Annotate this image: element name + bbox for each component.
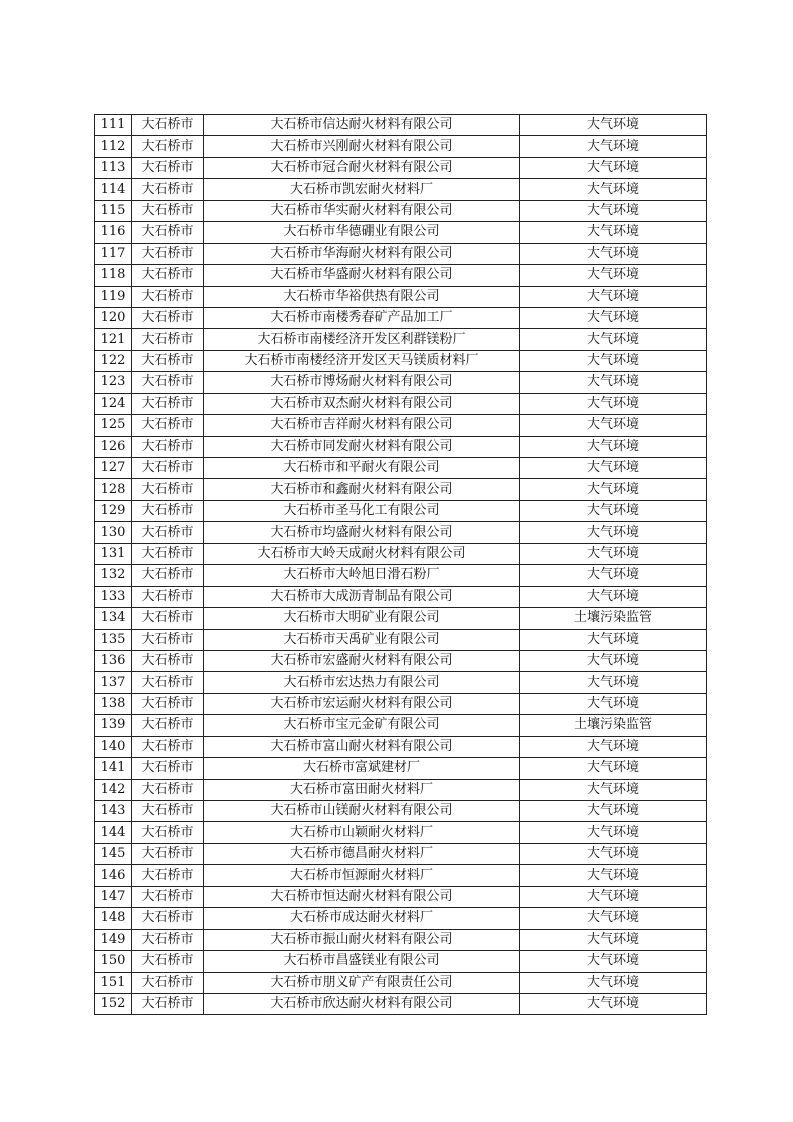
company-name-cell: 大石桥市圣马化工有限公司 [204,500,520,521]
row-number-cell: 124 [95,393,132,414]
city-cell: 大石桥市 [132,672,204,693]
table-row [95,458,707,479]
company-name-cell: 大石桥市华实耐火材料有限公司 [204,200,520,221]
table-row [95,822,707,843]
category-cell: 大气环境 [520,243,707,264]
table-row [95,758,707,779]
company-name-cell: 大石桥市宏运耐火材料有限公司 [204,693,520,714]
city-cell: 大石桥市 [132,886,204,907]
row-number-cell: 139 [95,715,132,736]
company-name-cell: 大石桥市华裕供热有限公司 [204,286,520,307]
table-row [95,415,707,436]
row-number-cell: 142 [95,779,132,800]
table-row [95,286,707,307]
category-cell: 大气环境 [520,286,707,307]
city-cell: 大石桥市 [132,608,204,629]
table-row [95,329,707,350]
table-row [95,157,707,178]
category-cell: 大气环境 [520,951,707,972]
row-number-cell: 149 [95,929,132,950]
company-name-cell: 大石桥市南楼经济开发区利群镁粉厂 [204,329,520,350]
table-row [95,586,707,607]
city-cell: 大石桥市 [132,479,204,500]
city-cell: 大石桥市 [132,157,204,178]
row-number-cell: 146 [95,865,132,886]
city-cell: 大石桥市 [132,543,204,564]
table-row [95,865,707,886]
table-row [95,650,707,671]
company-name-cell: 大石桥市富田耐火材料厂 [204,779,520,800]
category-cell: 大气环境 [520,693,707,714]
category-cell: 大气环境 [520,479,707,500]
table-row [95,307,707,328]
category-cell: 大气环境 [520,801,707,822]
city-cell: 大石桥市 [132,758,204,779]
category-cell: 大气环境 [520,779,707,800]
table-row [95,479,707,500]
row-number-cell: 136 [95,650,132,671]
city-cell: 大石桥市 [132,136,204,157]
company-name-cell: 大石桥市双杰耐火材料有限公司 [204,393,520,414]
company-name-cell: 大石桥市和鑫耐火材料有限公司 [204,479,520,500]
category-cell: 大气环境 [520,865,707,886]
table-row [95,843,707,864]
category-cell: 大气环境 [520,672,707,693]
table-row [95,886,707,907]
company-name-cell: 大石桥市大明矿业有限公司 [204,608,520,629]
table-row [95,801,707,822]
table-row [95,779,707,800]
row-number-cell: 145 [95,843,132,864]
company-name-cell: 大石桥市朋义矿产有限责任公司 [204,972,520,993]
company-name-cell: 大石桥市信达耐火材料有限公司 [204,115,520,136]
company-name-cell: 大石桥市富斌建材厂 [204,758,520,779]
row-number-cell: 125 [95,415,132,436]
company-name-cell: 大石桥市欣达耐火材料有限公司 [204,993,520,1014]
category-cell: 大气环境 [520,586,707,607]
category-cell: 大气环境 [520,157,707,178]
category-cell: 大气环境 [520,222,707,243]
category-cell: 大气环境 [520,908,707,929]
category-cell: 大气环境 [520,993,707,1014]
category-cell: 大气环境 [520,372,707,393]
city-cell: 大石桥市 [132,115,204,136]
city-cell: 大石桥市 [132,522,204,543]
city-cell: 大石桥市 [132,372,204,393]
company-name-cell: 大石桥市宝元金矿有限公司 [204,715,520,736]
city-cell: 大石桥市 [132,822,204,843]
city-cell: 大石桥市 [132,993,204,1014]
city-cell: 大石桥市 [132,586,204,607]
category-cell: 大气环境 [520,543,707,564]
city-cell: 大石桥市 [132,415,204,436]
city-cell: 大石桥市 [132,243,204,264]
company-name-cell: 大石桥市富山耐火材料有限公司 [204,736,520,757]
city-cell: 大石桥市 [132,801,204,822]
row-number-cell: 152 [95,993,132,1014]
city-cell: 大石桥市 [132,929,204,950]
city-cell: 大石桥市 [132,350,204,371]
category-cell: 大气环境 [520,436,707,457]
category-cell: 大气环境 [520,736,707,757]
city-cell: 大石桥市 [132,629,204,650]
row-number-cell: 112 [95,136,132,157]
category-cell: 大气环境 [520,522,707,543]
company-name-cell: 大石桥市同发耐火材料有限公司 [204,436,520,457]
city-cell: 大石桥市 [132,972,204,993]
row-number-cell: 121 [95,329,132,350]
company-name-cell: 大石桥市振山耐火材料有限公司 [204,929,520,950]
table-row [95,693,707,714]
category-cell: 大气环境 [520,886,707,907]
company-name-cell: 大石桥市宏盛耐火材料有限公司 [204,650,520,671]
row-number-cell: 114 [95,179,132,200]
category-cell: 大气环境 [520,500,707,521]
category-cell: 大气环境 [520,650,707,671]
category-cell: 大气环境 [520,350,707,371]
city-cell: 大石桥市 [132,307,204,328]
table-row [95,500,707,521]
table-row [95,179,707,200]
row-number-cell: 122 [95,350,132,371]
category-cell: 大气环境 [520,415,707,436]
table-row [95,972,707,993]
company-name-cell: 大石桥市华德硼业有限公司 [204,222,520,243]
category-cell: 大气环境 [520,629,707,650]
row-number-cell: 128 [95,479,132,500]
company-name-cell: 大石桥市德昌耐火材料厂 [204,843,520,864]
row-number-cell: 123 [95,372,132,393]
company-name-cell: 大石桥市凯宏耐火材料厂 [204,179,520,200]
city-cell: 大石桥市 [132,908,204,929]
table-row [95,265,707,286]
table-row [95,393,707,414]
city-cell: 大石桥市 [132,715,204,736]
city-cell: 大石桥市 [132,436,204,457]
row-number-cell: 150 [95,951,132,972]
company-name-cell: 大石桥市均盛耐火材料有限公司 [204,522,520,543]
table-body [95,115,707,1015]
company-name-cell: 大石桥市吉祥耐火材料有限公司 [204,415,520,436]
row-number-cell: 147 [95,886,132,907]
company-name-cell: 大石桥市成达耐火材料厂 [204,908,520,929]
table-row [95,243,707,264]
city-cell: 大石桥市 [132,693,204,714]
company-name-cell: 大石桥市大岭天成耐火材料有限公司 [204,543,520,564]
city-cell: 大石桥市 [132,200,204,221]
company-name-cell: 大石桥市大成沥青制品有限公司 [204,586,520,607]
company-name-cell: 大石桥市南楼经济开发区天马镁质材料厂 [204,350,520,371]
category-cell: 大气环境 [520,136,707,157]
row-number-cell: 144 [95,822,132,843]
company-name-cell: 大石桥市山颖耐火材料厂 [204,822,520,843]
category-cell: 大气环境 [520,329,707,350]
city-cell: 大石桥市 [132,565,204,586]
category-cell: 土壤污染监管 [520,715,707,736]
category-cell: 大气环境 [520,307,707,328]
table-row [95,672,707,693]
row-number-cell: 134 [95,608,132,629]
row-number-cell: 113 [95,157,132,178]
table-row [95,736,707,757]
table-row [95,951,707,972]
row-number-cell: 115 [95,200,132,221]
table-row [95,136,707,157]
category-cell: 大气环境 [520,200,707,221]
city-cell: 大石桥市 [132,286,204,307]
category-cell: 大气环境 [520,265,707,286]
row-number-cell: 135 [95,629,132,650]
city-cell: 大石桥市 [132,222,204,243]
table-row [95,436,707,457]
company-name-cell: 大石桥市博炀耐火材料有限公司 [204,372,520,393]
city-cell: 大石桥市 [132,265,204,286]
table-row [95,993,707,1014]
company-name-cell: 大石桥市宏达热力有限公司 [204,672,520,693]
city-cell: 大石桥市 [132,779,204,800]
category-cell: 大气环境 [520,972,707,993]
category-cell: 大气环境 [520,565,707,586]
row-number-cell: 130 [95,522,132,543]
city-cell: 大石桥市 [132,329,204,350]
category-cell: 大气环境 [520,843,707,864]
category-cell: 大气环境 [520,758,707,779]
row-number-cell: 117 [95,243,132,264]
city-cell: 大石桥市 [132,736,204,757]
row-number-cell: 143 [95,801,132,822]
enterprise-table [94,114,707,1015]
company-name-cell: 大石桥市昌盛镁业有限公司 [204,951,520,972]
table-row [95,522,707,543]
city-cell: 大石桥市 [132,843,204,864]
company-name-cell: 大石桥市冠合耐火材料有限公司 [204,157,520,178]
company-name-cell: 大石桥市兴刚耐火材料有限公司 [204,136,520,157]
row-number-cell: 133 [95,586,132,607]
category-cell: 大气环境 [520,458,707,479]
table-row [95,608,707,629]
row-number-cell: 132 [95,565,132,586]
company-name-cell: 大石桥市和平耐火有限公司 [204,458,520,479]
city-cell: 大石桥市 [132,458,204,479]
row-number-cell: 140 [95,736,132,757]
company-name-cell: 大石桥市南楼秀春矿产品加工厂 [204,307,520,328]
category-cell: 土壤污染监管 [520,608,707,629]
company-name-cell: 大石桥市恒达耐火材料有限公司 [204,886,520,907]
table-row [95,372,707,393]
row-number-cell: 116 [95,222,132,243]
company-name-cell: 大石桥市山镁耐火材料有限公司 [204,801,520,822]
city-cell: 大石桥市 [132,951,204,972]
table-row [95,200,707,221]
table-row [95,115,707,136]
row-number-cell: 118 [95,265,132,286]
row-number-cell: 120 [95,307,132,328]
city-cell: 大石桥市 [132,865,204,886]
row-number-cell: 119 [95,286,132,307]
company-name-cell: 大石桥市华盛耐火材料有限公司 [204,265,520,286]
company-name-cell: 大石桥市恒源耐火材料厂 [204,865,520,886]
category-cell: 大气环境 [520,115,707,136]
row-number-cell: 137 [95,672,132,693]
table-row [95,543,707,564]
company-name-cell: 大石桥市大岭旭日滑石粉厂 [204,565,520,586]
table-row [95,565,707,586]
row-number-cell: 141 [95,758,132,779]
city-cell: 大石桥市 [132,650,204,671]
company-name-cell: 大石桥市天禹矿业有限公司 [204,629,520,650]
city-cell: 大石桥市 [132,393,204,414]
city-cell: 大石桥市 [132,500,204,521]
row-number-cell: 138 [95,693,132,714]
table-row [95,929,707,950]
row-number-cell: 127 [95,458,132,479]
row-number-cell: 111 [95,115,132,136]
city-cell: 大石桥市 [132,179,204,200]
category-cell: 大气环境 [520,393,707,414]
row-number-cell: 131 [95,543,132,564]
category-cell: 大气环境 [520,822,707,843]
row-number-cell: 126 [95,436,132,457]
table-row [95,350,707,371]
row-number-cell: 148 [95,908,132,929]
table-row [95,222,707,243]
company-name-cell: 大石桥市华海耐火材料有限公司 [204,243,520,264]
category-cell: 大气环境 [520,929,707,950]
row-number-cell: 151 [95,972,132,993]
category-cell: 大气环境 [520,179,707,200]
table-row [95,908,707,929]
table-row [95,715,707,736]
row-number-cell: 129 [95,500,132,521]
table-row [95,629,707,650]
